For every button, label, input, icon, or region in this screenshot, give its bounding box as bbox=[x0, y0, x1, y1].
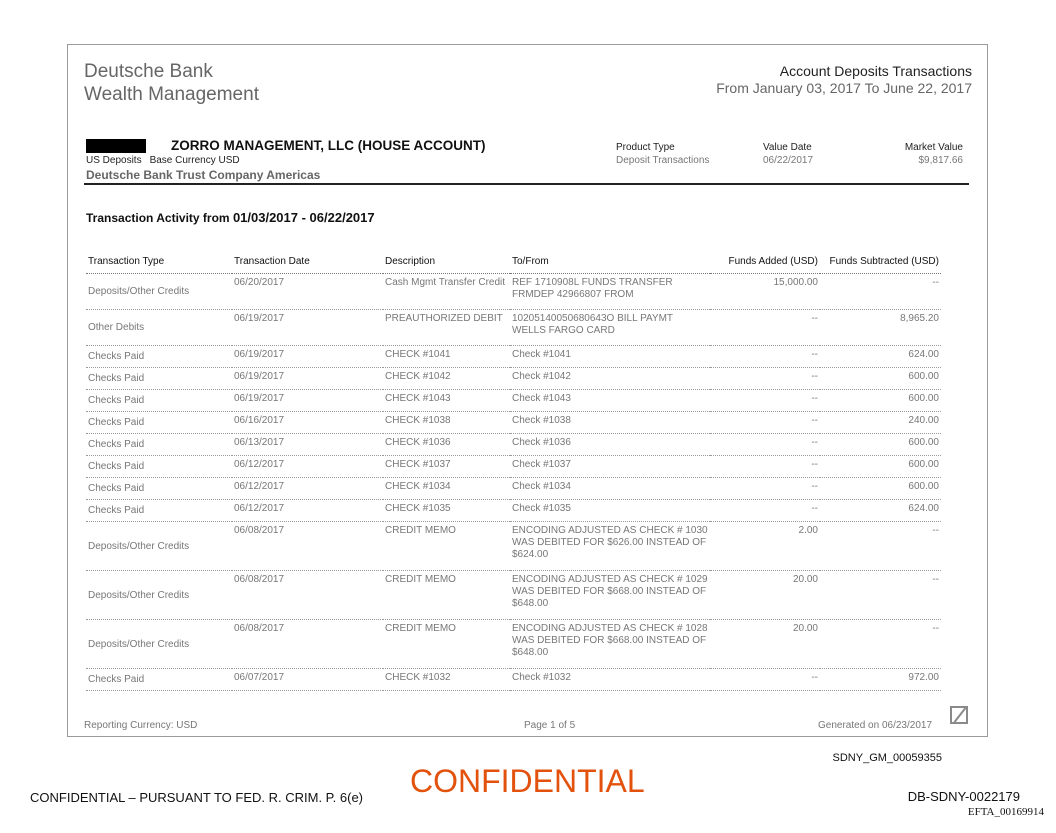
cell-transaction-date: 06/19/2017 bbox=[232, 346, 383, 368]
cell-funds-added: -- bbox=[710, 456, 820, 478]
confidential-stamp: CONFIDENTIAL bbox=[410, 763, 645, 799]
efta-document-id: EFTA_00169914 bbox=[967, 806, 1044, 818]
cell-funds-added: -- bbox=[710, 346, 820, 368]
bank-name bbox=[84, 60, 259, 106]
cell-description: CHECK #1032 bbox=[383, 669, 510, 691]
cell-to-from: Check #1037 bbox=[510, 456, 710, 478]
cell-transaction-date: 06/07/2017 bbox=[232, 669, 383, 691]
header-divider bbox=[84, 183, 969, 185]
cell-funds-subtracted: -- bbox=[820, 522, 941, 571]
cell-description: CREDIT MEMO bbox=[383, 571, 510, 620]
cell-transaction-type: Deposits/Other Credits bbox=[86, 571, 232, 620]
cell-funds-added: 2.00 bbox=[710, 522, 820, 571]
cell-funds-added: 20.00 bbox=[710, 620, 820, 669]
cell-transaction-date: 06/12/2017 bbox=[232, 478, 383, 500]
report-title: Account Deposits Transactions bbox=[779, 63, 972, 79]
cell-funds-added: -- bbox=[710, 500, 820, 522]
deutsche-bank-logo-icon bbox=[950, 706, 968, 724]
cell-transaction-type: Checks Paid bbox=[86, 478, 232, 500]
cell-description: CHECK #1035 bbox=[383, 500, 510, 522]
product-type-label: Product Type bbox=[616, 142, 675, 153]
cell-funds-added: -- bbox=[710, 669, 820, 691]
value-date-label: Value Date bbox=[763, 142, 812, 153]
value-date-summary bbox=[763, 141, 813, 167]
cell-transaction-type: Checks Paid bbox=[86, 434, 232, 456]
cell-funds-subtracted: 600.00 bbox=[820, 434, 941, 456]
cell-transaction-type: Checks Paid bbox=[86, 500, 232, 522]
cell-transaction-type: Checks Paid bbox=[86, 346, 232, 368]
cell-transaction-date: 06/16/2017 bbox=[232, 412, 383, 434]
report-period: From January 03, 2017 To June 22, 2017 bbox=[716, 80, 972, 96]
cell-description: Cash Mgmt Transfer Credit bbox=[383, 274, 510, 310]
cell-description: CHECK #1041 bbox=[383, 346, 510, 368]
cell-funds-added: -- bbox=[710, 412, 820, 434]
cell-funds-subtracted: -- bbox=[820, 620, 941, 669]
cell-funds-added: -- bbox=[710, 434, 820, 456]
cell-description: CHECK #1037 bbox=[383, 456, 510, 478]
cell-description: CREDIT MEMO bbox=[383, 620, 510, 669]
cell-description: CHECK #1036 bbox=[383, 434, 510, 456]
table-row bbox=[86, 412, 941, 434]
cell-transaction-date: 06/19/2017 bbox=[232, 390, 383, 412]
cell-funds-added: 20.00 bbox=[710, 571, 820, 620]
cell-transaction-type: Checks Paid bbox=[86, 412, 232, 434]
table-row bbox=[86, 478, 941, 500]
cell-description: CHECK #1043 bbox=[383, 390, 510, 412]
table-row bbox=[86, 456, 941, 478]
confidential-note: CONFIDENTIAL – PURSUANT TO FED. R. CRIM. P. 6(e) bbox=[30, 790, 364, 805]
market-value-summary bbox=[905, 141, 963, 167]
col-header-transaction-type: Transaction Type bbox=[86, 253, 232, 274]
db-document-id: DB-SDNY-0022179 bbox=[907, 789, 1020, 804]
cell-description: CHECK #1038 bbox=[383, 412, 510, 434]
cell-to-from: Check #1042 bbox=[510, 368, 710, 390]
product-type-summary bbox=[616, 141, 709, 167]
cell-description: CHECK #1042 bbox=[383, 368, 510, 390]
cell-transaction-type: Deposits/Other Credits bbox=[86, 620, 232, 669]
table-row bbox=[86, 368, 941, 390]
table-header-row bbox=[86, 253, 941, 274]
cell-funds-subtracted: 972.00 bbox=[820, 669, 941, 691]
table-row bbox=[86, 346, 941, 368]
cell-to-from: Check #1038 bbox=[510, 412, 710, 434]
cell-to-from: Check #1041 bbox=[510, 346, 710, 368]
cell-to-from: Check #1035 bbox=[510, 500, 710, 522]
cell-transaction-type: Checks Paid bbox=[86, 669, 232, 691]
cell-transaction-type: Deposits/Other Credits bbox=[86, 274, 232, 310]
cell-funds-subtracted: 600.00 bbox=[820, 456, 941, 478]
company-name: Deutsche Bank Trust Company Americas bbox=[86, 168, 321, 182]
cell-funds-subtracted: -- bbox=[820, 571, 941, 620]
activity-title-dates: 01/03/2017 - 06/22/2017 bbox=[232, 210, 375, 225]
account-name: ZORRO MANAGEMENT, LLC (HOUSE ACCOUNT) bbox=[171, 138, 486, 153]
bank-name-line1: Deutsche Bank bbox=[84, 61, 213, 82]
cell-funds-added: -- bbox=[710, 390, 820, 412]
cell-to-from: Check #1036 bbox=[510, 434, 710, 456]
market-value-label: Market Value bbox=[904, 142, 963, 153]
cell-transaction-type: Checks Paid bbox=[86, 390, 232, 412]
table-row bbox=[86, 274, 941, 310]
cell-funds-added: 15,000.00 bbox=[710, 274, 820, 310]
cell-transaction-date: 06/08/2017 bbox=[232, 620, 383, 669]
cell-to-from: ENCODING ADJUSTED AS CHECK # 1028 WAS DEBITED FOR $668.00 INSTEAD OF $648.00 bbox=[510, 620, 710, 669]
activity-title-prefix: Transaction Activity from bbox=[86, 211, 233, 225]
value-date-value: 06/22/2017 bbox=[763, 155, 814, 166]
account-subline bbox=[86, 155, 240, 166]
base-currency: Base Currency USD bbox=[149, 155, 240, 166]
table-row bbox=[86, 522, 941, 571]
table-row bbox=[86, 669, 941, 691]
cell-to-from: ENCODING ADJUSTED AS CHECK # 1030 WAS DEBITED FOR $626.00 INSTEAD OF $624.00 bbox=[510, 522, 710, 571]
cell-description: CHECK #1034 bbox=[383, 478, 510, 500]
cell-funds-subtracted: 600.00 bbox=[820, 478, 941, 500]
col-header-description: Description bbox=[383, 253, 510, 274]
cell-funds-subtracted: 600.00 bbox=[820, 368, 941, 390]
market-value-value: $9,817.66 bbox=[918, 155, 963, 166]
col-header-funds-added: Funds Added (USD) bbox=[710, 253, 820, 274]
table-row bbox=[86, 571, 941, 620]
cell-funds-added: -- bbox=[710, 310, 820, 346]
table-row bbox=[86, 390, 941, 412]
cell-to-from: REF 1710908L FUNDS TRANSFER FRMDEP 42966807 FROM bbox=[510, 274, 710, 310]
cell-description: CREDIT MEMO bbox=[383, 522, 510, 571]
cell-to-from: Check #1032 bbox=[510, 669, 710, 691]
col-header-to-from: To/From bbox=[510, 253, 710, 274]
cell-to-from: Check #1043 bbox=[510, 390, 710, 412]
cell-funds-subtracted: 240.00 bbox=[820, 412, 941, 434]
cell-to-from: 10205140050680643O BILL PAYMT WELLS FARGO CARD bbox=[510, 310, 710, 346]
cell-funds-subtracted: 600.00 bbox=[820, 390, 941, 412]
cell-transaction-date: 06/08/2017 bbox=[232, 571, 383, 620]
table-row bbox=[86, 620, 941, 669]
col-header-transaction-date: Transaction Date bbox=[232, 253, 383, 274]
product-type-value: Deposit Transactions bbox=[616, 155, 710, 166]
cell-transaction-date: 06/13/2017 bbox=[232, 434, 383, 456]
bates-stamp: SDNY_GM_00059355 bbox=[832, 752, 942, 764]
cell-transaction-type: Deposits/Other Credits bbox=[86, 522, 232, 571]
cell-transaction-date: 06/19/2017 bbox=[232, 368, 383, 390]
cell-funds-added: -- bbox=[710, 478, 820, 500]
cell-funds-subtracted: 624.00 bbox=[820, 346, 941, 368]
table-row bbox=[86, 500, 941, 522]
cell-funds-subtracted: 8,965.20 bbox=[820, 310, 941, 346]
cell-description: PREAUTHORIZED DEBIT bbox=[383, 310, 510, 346]
table-row bbox=[86, 434, 941, 456]
cell-to-from: Check #1034 bbox=[510, 478, 710, 500]
cell-transaction-date: 06/08/2017 bbox=[232, 522, 383, 571]
table-row bbox=[86, 310, 941, 346]
cell-transaction-type: Checks Paid bbox=[86, 456, 232, 478]
cell-funds-added: -- bbox=[710, 368, 820, 390]
bank-name-line2: Wealth Management bbox=[84, 84, 259, 105]
cell-transaction-type: Checks Paid bbox=[86, 368, 232, 390]
cell-transaction-date: 06/12/2017 bbox=[232, 456, 383, 478]
cell-funds-subtracted: 624.00 bbox=[820, 500, 941, 522]
deposit-type: US Deposits bbox=[86, 155, 142, 166]
col-header-funds-subtracted: Funds Subtracted (USD) bbox=[820, 253, 941, 274]
activity-title bbox=[86, 210, 375, 225]
cell-transaction-date: 06/20/2017 bbox=[232, 274, 383, 310]
transactions-table bbox=[86, 253, 941, 691]
cell-to-from: ENCODING ADJUSTED AS CHECK # 1029 WAS DEBITED FOR $668.00 INSTEAD OF $648.00 bbox=[510, 571, 710, 620]
cell-transaction-date: 06/12/2017 bbox=[232, 500, 383, 522]
cell-transaction-type: Other Debits bbox=[86, 310, 232, 346]
cell-funds-subtracted: -- bbox=[820, 274, 941, 310]
redaction-box bbox=[86, 139, 146, 153]
generated-date: Generated on 06/23/2017 bbox=[818, 720, 932, 731]
cell-transaction-date: 06/19/2017 bbox=[232, 310, 383, 346]
reporting-currency: Reporting Currency: USD bbox=[84, 720, 198, 731]
page-number: Page 1 of 5 bbox=[524, 720, 576, 731]
